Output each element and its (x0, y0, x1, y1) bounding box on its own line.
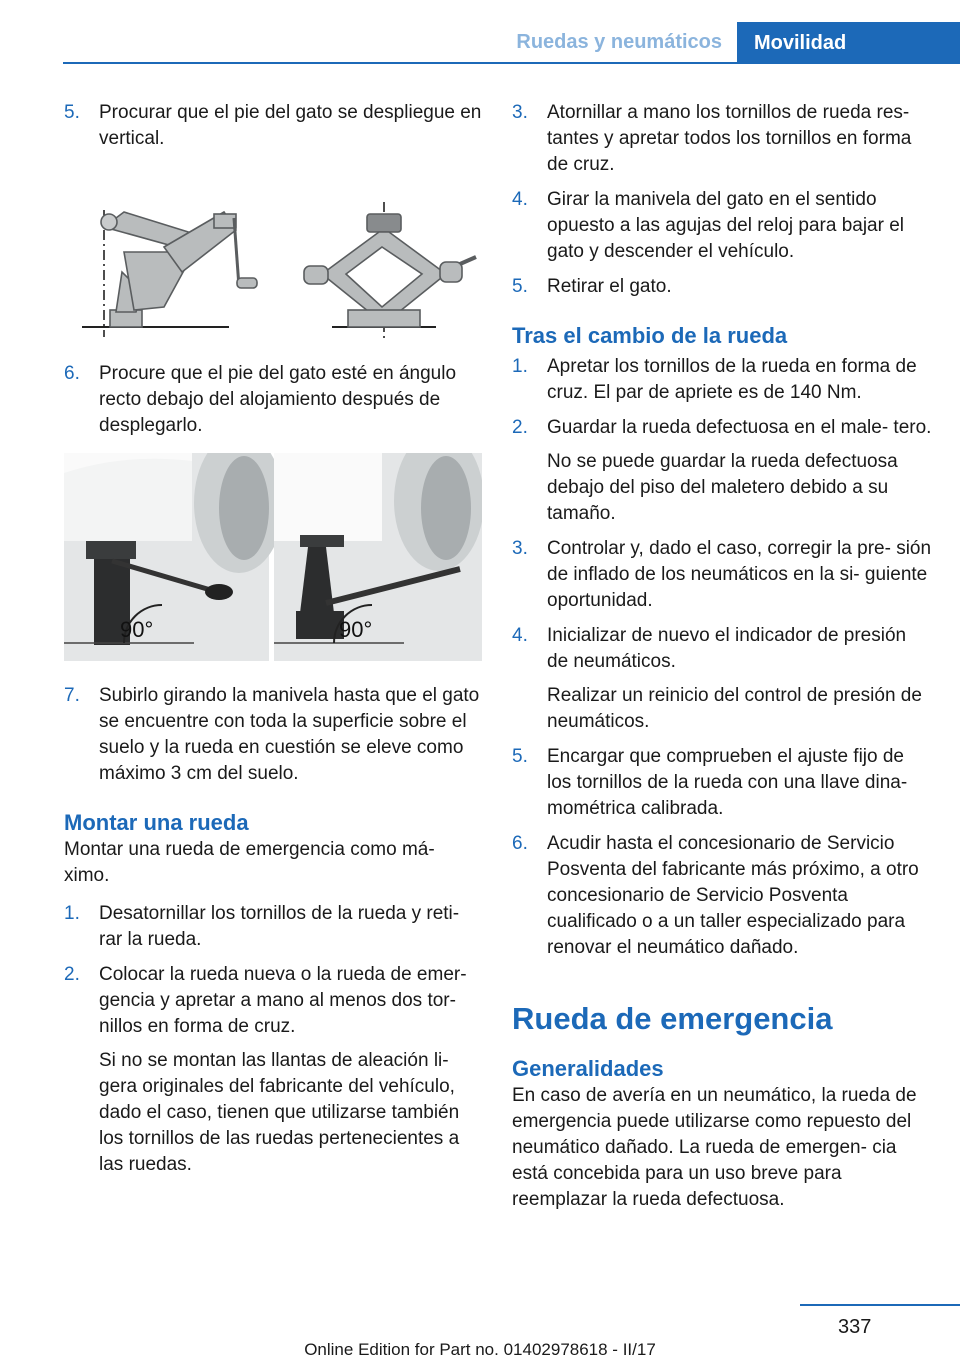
step-number: 1. (64, 903, 80, 924)
step-item (64, 901, 482, 953)
step-subtext: Si no se montan las llantas de aleación li‐ gera originales del fabricante del vehículo, dado el caso, tienen que utilizarse también los tornillos de las ruedas pertenecientes a las ruedas. (99, 1050, 460, 1175)
angle-label-right: 90° (339, 617, 373, 642)
angle-label-left: 90° (120, 617, 154, 642)
step-text: Colocar la rueda nueva o la rueda de emer‐ gencia y apretar a mano al menos dos tor‐ nillos en forma de cruz. (99, 964, 467, 1037)
step-number: 2. (64, 964, 80, 985)
step-text: Subirlo girando la manivela hasta que el gato se encuentre con toda la superficie sobre el suelo y la rueda en cuestión se eleve como máximo 3 cm del suelo. (99, 685, 480, 784)
step-text: Apretar los tornillos de la rueda en forma de cruz. El par de apriete es de 140 Nm. (547, 356, 917, 403)
step-number: 4. (512, 625, 528, 646)
step-text: Atornillar a mano los tornillos de rueda res‐ tantes y apretar todos los tornillos en forma de cruz. (547, 102, 912, 175)
step-text: Inicializar de nuevo el indicador de presión de neumáticos. (547, 625, 907, 672)
step-text: Encargar que comprueben el ajuste fijo de los tornillos de la rueda con una llave dina‐ mométrica calibrada. (547, 746, 908, 819)
step-text: Procurar que el pie del gato se despliegue en vertical. (99, 102, 482, 149)
step-item (64, 100, 482, 152)
step-item (512, 831, 932, 961)
step-item (64, 962, 482, 1178)
step-number: 5. (512, 746, 528, 767)
step-item (512, 415, 932, 527)
step-item (64, 683, 482, 787)
jack-photos (64, 453, 482, 661)
left-column (64, 100, 482, 1178)
step-item (512, 187, 932, 265)
footer-rule (800, 1304, 960, 1306)
step-number: 3. (512, 102, 528, 123)
step-subtext: No se puede guardar la rueda defectuosa debajo del piso del maletero debido a su tamaño. (547, 451, 898, 524)
step-item (512, 354, 932, 406)
step-text: Girar la manivela del gato en el sentido opuesto a las agujas del reloj para bajar el gato y descender el vehículo. (547, 189, 905, 262)
step-number: 2. (512, 417, 528, 438)
step-number: 5. (512, 276, 528, 297)
step-text: Procure que el pie del gato esté en ángulo recto debajo del alojamiento después de desplegarlo. (99, 363, 457, 436)
step-text: Retirar el gato. (547, 276, 672, 297)
step-number: 3. (512, 538, 528, 559)
right-column (512, 100, 932, 1213)
step-text: Desatornillar los tornillos de la rueda y reti‐ rar la rueda. (99, 903, 460, 950)
step-item (512, 536, 932, 614)
step-item (64, 361, 482, 439)
step-item (512, 623, 932, 735)
header-section-title: Ruedas y neumáticos (516, 30, 722, 53)
section-heading-generalidades: Generalidades (512, 1056, 664, 1081)
step-number: 6. (64, 363, 80, 384)
step-text: Acudir hasta el concesionario de Servicio Posventa del fabricante más próximo, a otro concesionario de Servicio Posventa cualificado o a un taller especializado para renovar el neumático dañado. (547, 833, 919, 958)
section-body-text: En caso de avería en un neumático, la rueda de emergencia puede utilizarse como repuesto del neumático dañado. La rueda de emergen‐ cia está concebida para un uso breve para reemplazar la rueda defectuosa. (512, 1085, 917, 1210)
jack-illustration (64, 192, 482, 352)
step-number: 4. (512, 189, 528, 210)
jack-right-angle-photos (64, 453, 482, 661)
footer-edition: Online Edition for Part no. 01402978618 - II/17 (304, 1340, 656, 1359)
step-item (512, 274, 932, 300)
page-number: 337 (838, 1316, 872, 1338)
step-item (512, 100, 932, 178)
section-heading-tras: Tras el cambio de la rueda (512, 323, 788, 348)
section-intro: Montar una rueda de emergencia como má‐ ximo. (64, 839, 435, 886)
section-heading-montar: Montar una rueda (64, 810, 249, 835)
chapter-heading-rueda-emergencia: Rueda de emergencia (512, 1001, 833, 1036)
step-number: 1. (512, 356, 528, 377)
step-text: Controlar y, dado el caso, corregir la pre‐ sión de inflado de los neumáticos en la si‐ guiente oportunidad. (547, 538, 932, 611)
jack-vertical-diagram (64, 192, 482, 352)
header-chapter-tab: Movilidad (737, 22, 960, 64)
step-text: Guardar la rueda defectuosa en el male‐ tero. (547, 417, 932, 438)
step-number: 5. (64, 102, 80, 123)
step-number: 7. (64, 685, 80, 706)
step-item (512, 744, 932, 822)
step-number: 6. (512, 833, 528, 854)
step-subtext: Realizar un reinicio del control de presión de neumáticos. (547, 685, 922, 732)
